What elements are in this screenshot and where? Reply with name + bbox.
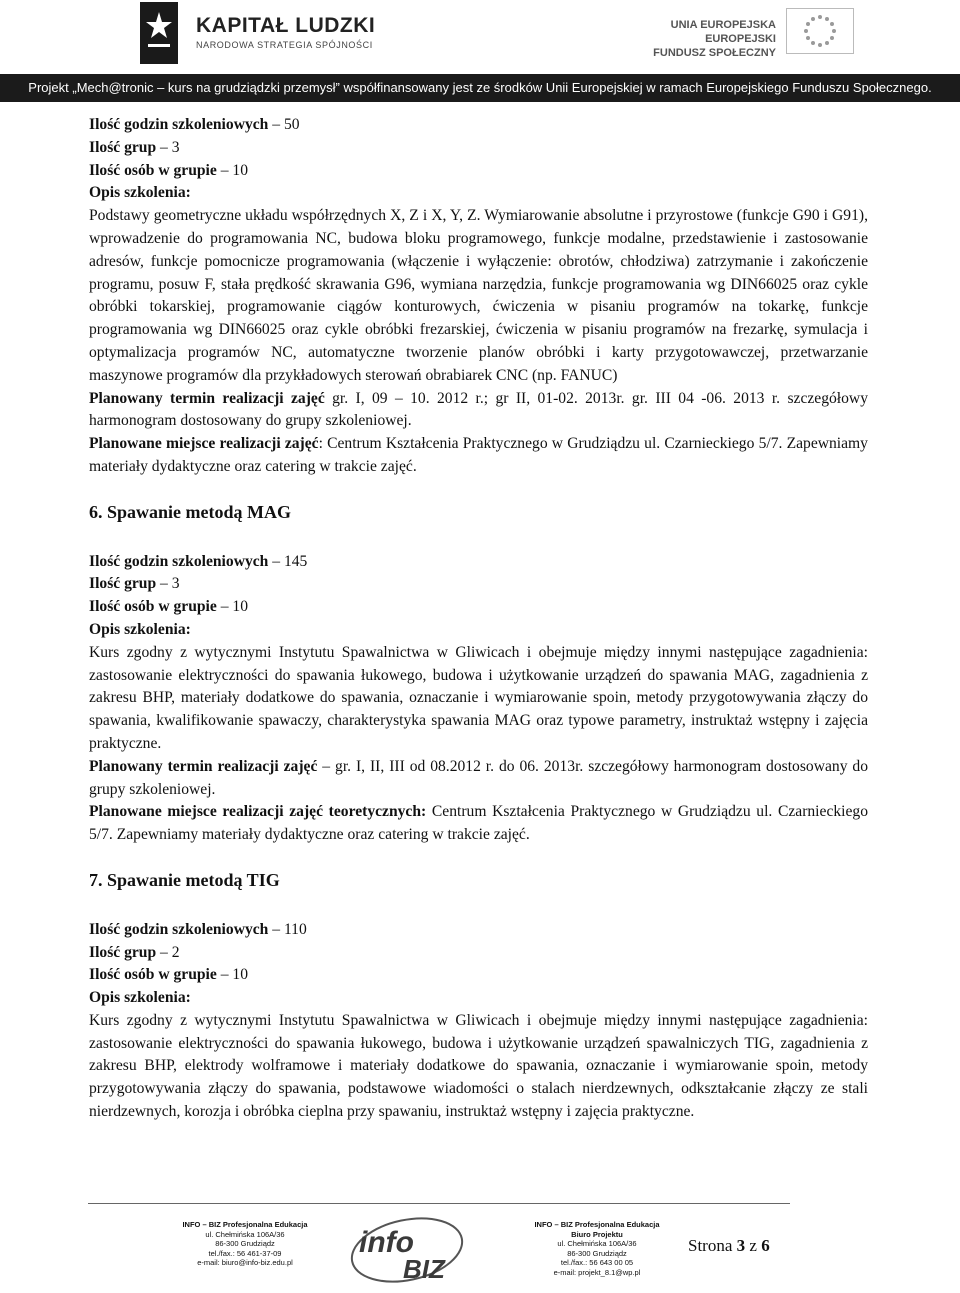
groups-value: 2: [171, 943, 180, 961]
footer-right-contact: [522, 1220, 672, 1278]
section6-title: 6. Spawanie metodą MAG: [89, 501, 291, 522]
groups-value: 3: [171, 138, 180, 156]
page-number: [688, 1236, 770, 1256]
section7-title: 7. Spawanie metodą TIG: [89, 869, 280, 890]
place-label: Planowane miejsce realizacji zajęć: [89, 435, 319, 453]
hours-value: 50: [283, 116, 300, 133]
project-banner: Projekt „Mech@tronic – kurs na grudziądzki przemysł” współfinansowany jest ze środków Unii Europejskiej w ramach Europejskiego Funduszu Społecznego.: [0, 74, 960, 102]
persons-label: Ilość osób w grupie: [89, 966, 217, 984]
page-prefix: Strona: [688, 1236, 733, 1255]
hours-value: 110: [283, 920, 307, 938]
section6-persons: Ilość osób w grupie – 10: [89, 598, 248, 616]
footer-right-name: INFO – BIZ Profesjonalna Edukacja: [534, 1220, 660, 1229]
term-text: gr. I, II, III od 08.2012 r. do 06. 2013r. szczegółowy harmonogram dostosowany do grupy szkoleniowej.: [89, 757, 869, 798]
term-label: Planowany termin realizacji zajęć: [89, 389, 325, 407]
intro-place: [89, 433, 868, 479]
section6-place: [89, 801, 868, 847]
hours-label: Ilość godzin szkoleniowych: [89, 920, 269, 938]
term-text: gr. I, 09 – 10. 2012 r.; gr II, 01-02. 2013r. gr. III 04 -06. 2013 r. szczegółowy harmonogram dostosowany do grupy szkoleniowej.: [89, 389, 868, 430]
intro-groups: Ilość grup – 3: [89, 138, 180, 156]
footer-right-phone: tel./fax.: 56 643 00 05: [560, 1258, 634, 1268]
footer-left-name: INFO – BIZ Profesjonalna Edukacja: [182, 1220, 308, 1229]
footer-right-city: 86-300 Grudziądz: [567, 1248, 627, 1258]
section7-hours: Ilość godzin szkoleniowych – 110: [89, 920, 307, 938]
persons-label: Ilość osób w grupie: [89, 598, 217, 616]
persons-value: 10: [232, 966, 248, 984]
section6-hours: Ilość godzin szkoleniowych – 145: [89, 552, 308, 570]
page-sep: z: [749, 1236, 757, 1255]
ue-line3: FUNDUSZ SPOŁECZNY: [653, 47, 776, 59]
section7-groups: Ilość grup – 2: [89, 943, 180, 961]
footer-right-street: ul. Chełmińska 106A/36: [557, 1239, 637, 1249]
footer-left-phone: tel./fax.: 56 461-37-09: [208, 1248, 282, 1258]
ue-line2: EUROPEJSKI: [705, 33, 776, 45]
persons-value: 10: [232, 598, 248, 616]
kapital-ludzki-text: [196, 14, 375, 50]
footer-left-contact: [170, 1220, 320, 1268]
persons-label: Ilość osób w grupie: [89, 161, 217, 179]
kapital-ludzki-logo-icon: [140, 2, 178, 64]
footer-left-street: ul. Chełmińska 106A/36: [205, 1229, 285, 1239]
intro-desc-text: Podstawy geometryczne układu współrzędnych X, Z i X, Y, Z. Wymiarowanie absolutne i przyrostowe (funkcje G90 i G91), wprowadzenie do programowania NC, budowa bloku programowego, funkcje modalne, przedstawienie i zastosowanie adresów, funkcje pomocnicze programowania (włączenie i wyłączenie: obrotów, chłodziwa) zatrzymanie i zakończenie programu, posuw F, stała prędkość skrawania G96, wymiana narzędzia, funkcje programowania wg DIN66025 oraz cykle obróbki tokarskiej, programowanie ciągów konturowych, ćwiczenia w pisaniu programów na tokarkę, funkcje programowania wg DIN66025 oraz cykle obróbki frezarskiej, ćwiczenia w pisaniu programów na frezarkę, symulacja i optymalizacja programów NC, automatyczne tworzenie planów obróbki i karty przygotowawczej, przetwarzanie maszynowe programów dla przykładowych sterowań obrabiarek CNC (np. FANUC): [89, 207, 868, 384]
section7-desc-label: Opis szkolenia:: [89, 989, 191, 1007]
footer-divider: [88, 1203, 790, 1204]
document-body: [89, 114, 868, 1124]
groups-label: Ilość grup: [89, 943, 157, 961]
intro-desc-label: Opis szkolenia:: [89, 184, 191, 202]
info-biz-logo-icon: [345, 1208, 475, 1288]
hours-value: 145: [283, 552, 308, 570]
page-header: [0, 0, 960, 72]
hours-label: Ilość godzin szkoleniowych: [89, 552, 269, 570]
footer-right-email: e-mail: projekt_8.1@wp.pl: [553, 1267, 641, 1277]
section7-persons: Ilość osób w grupie – 10: [89, 966, 248, 984]
section6-desc-text: Kurs zgodny z wytycznymi Instytutu Spawalnictwa w Gliwicach i obejmuje między innymi następujące zagadnienia: zastosowanie elektryczności do spawania łukowego, budowa i użytkowanie urządzeń do spawania MAG, zagadnienia z zakresu BHP, materiały dodatkowe do spawania, oznaczanie i wymiarowanie spoin, metody przygotowywania złączy do spawania, kwalifikowanie spawaczy, charakterystyka spawania MAG oraz typowe parametry, instruktaż wstępny i zajęcia praktyczne.: [89, 643, 868, 752]
hours-label: Ilość godzin szkoleniowych: [89, 116, 269, 133]
intro-hours: Ilość godzin szkoleniowych – 50: [89, 116, 300, 133]
groups-value: 3: [171, 575, 180, 593]
kl-title: KAPITAŁ LUDZKI: [196, 14, 376, 37]
footer-left-city: 86-300 Grudziądz: [215, 1239, 275, 1249]
ue-text: [652, 18, 776, 60]
section6-desc-label: Opis szkolenia:: [89, 620, 191, 638]
page-current: 3: [736, 1236, 746, 1255]
groups-label: Ilość grup: [89, 138, 157, 156]
svg-text:BIZ: BIZ: [403, 1254, 445, 1284]
groups-label: Ilość grup: [89, 575, 157, 593]
footer-right-office: Biuro Projektu: [571, 1229, 623, 1239]
term-label: Planowany termin realizacji zajęć: [89, 757, 318, 775]
persons-value: 10: [232, 161, 248, 179]
svg-text:info: info: [359, 1226, 414, 1259]
footer-left-email: e-mail: biuro@info-biz.edu.pl: [197, 1258, 293, 1268]
section6-term: Planowany termin realizacji zajęć – gr. I, II, III od 08.2012 r. do 06. 2013r. szczegółowy harmonogram dostosowany do grupy szkoleniowej.: [89, 757, 869, 798]
place-text: : Centrum Kształcenia Praktycznego w Grudziądzu ul. Czarnieckiego 5/7. Zapewniamy materiały dydaktyczne oraz catering w trakcie zajęć.: [89, 435, 868, 475]
place-label: Planowane miejsce realizacji zajęć teoretycznych:: [89, 803, 427, 821]
intro-persons: Ilość osób w grupie – 10: [89, 161, 248, 179]
intro-term: [89, 388, 868, 434]
place-text: Centrum Kształcenia Praktycznego w Grudziądzu ul. Czarnieckiego 5/7. Zapewniamy materiały dydaktyczne oraz catering w trakcie zajęć.: [89, 803, 869, 844]
page-total: 6: [761, 1236, 770, 1255]
ue-line1: UNIA EUROPEJSKA: [670, 19, 776, 31]
eu-flag-icon: [786, 8, 854, 54]
section7-desc-text: Kurs zgodny z wytycznymi Instytutu Spawalnictwa w Gliwicach i obejmuje między innymi następujące zagadnienia: zastosowanie elektryczności do spawania łukowego, budowa i użytkowanie urządzeń spawalniczych TIG, zagadnienia z zakresu BHP, elektrody wolframowe i materiały dodatkowe do spawania, oznaczanie i wymiarowanie spoin, metody przygotowywania złączy do spawania, podstawowe wiadomości o stalach nierdzewnych, odkształcanie złączy ze stali nierdzewnych, korozja i obróbka cieplna przy spawaniu, instruktaż wstępny i zajęcia praktyczne.: [89, 1011, 868, 1121]
kl-subtitle: NARODOWA STRATEGIA SPÓJNOŚCI: [196, 40, 373, 50]
section6-groups: Ilość grup – 3: [89, 575, 180, 593]
